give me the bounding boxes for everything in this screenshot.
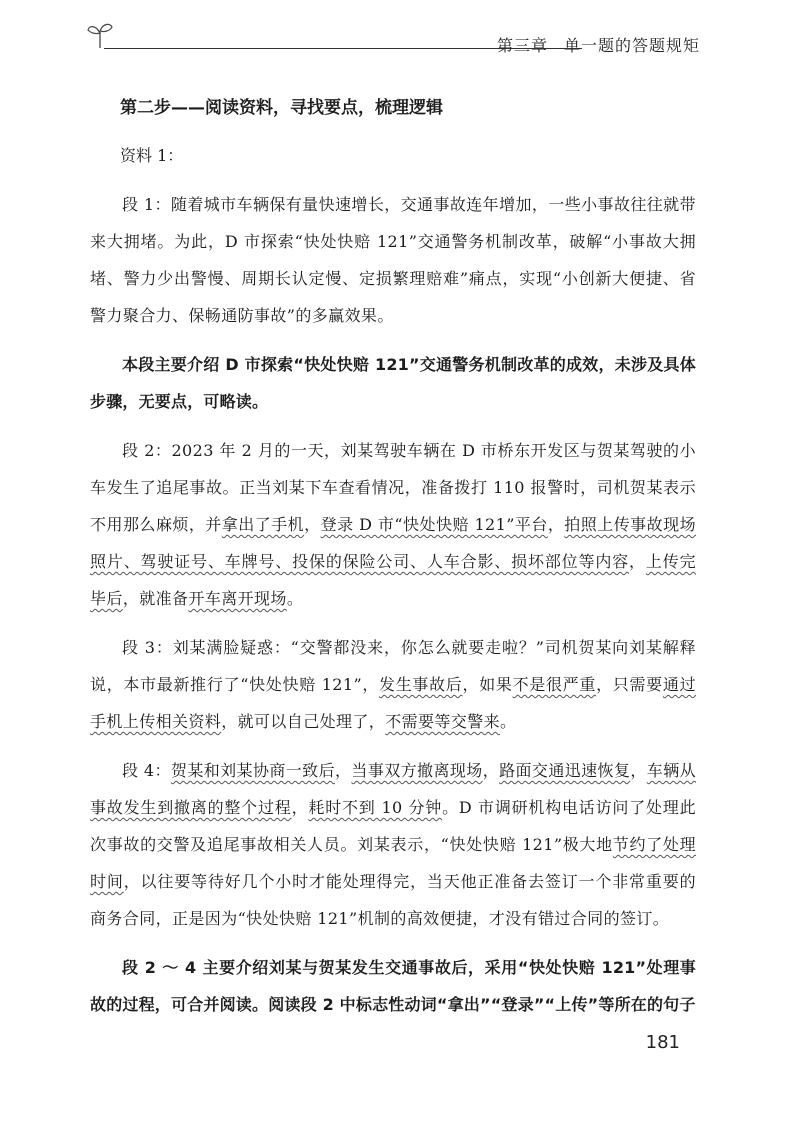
underlined-phrase: 拿出了手机 bbox=[221, 515, 305, 534]
paragraph-2-text: ，就准备 bbox=[122, 589, 189, 608]
underlined-phrase: 车辆从事故发生到撤离的整个过程 bbox=[90, 761, 697, 817]
note-2: 段 2 ～ 4 主要介绍刘某与贺某发生交通事故后，采用“快处快赔 121”处理事故的过程，可合并阅读。阅读段 2 中标志性动词“拿出”“登录”“上传”等所在的句子 bbox=[90, 958, 696, 1014]
note-1: 本段主要介绍 D 市探索“快处快赔 121”交通警务机制改革的成效，未涉及具体步骤，无要点，可略读。 bbox=[90, 355, 696, 411]
paragraph-1: 段 1：随着城市车辆保有量快速增长，交通事故连年增加，一些小事故往往就带来大拥堵。为此，D 市探索“快处快赔 121”交通警务机制改革，破解“小事故大拥堵、警力少出警慢、周期长认定慢、定损繁理赔难”痛点，实现“小创新大便捷、省警力聚合力、保畅通防事故”的多赢效果。 bbox=[90, 195, 696, 325]
underlined-phrase: 开车离开现场 bbox=[188, 589, 287, 608]
underlined-phrase: 耗时不到 10 分钟 bbox=[308, 798, 443, 817]
paragraph-2-text: ， bbox=[304, 515, 321, 534]
page-body bbox=[90, 92, 696, 1023]
underlined-phrase: 路面交通迅速恢复 bbox=[499, 761, 631, 780]
underlined-phrase: 通过手机上传相关资料 bbox=[90, 675, 696, 731]
paragraph-2-text: ， bbox=[547, 515, 565, 534]
page-number: 181 bbox=[645, 1032, 680, 1053]
paragraph-2-text: ， bbox=[629, 552, 646, 571]
step-heading: 第二步——阅读资料，寻找要点，梳理逻辑 bbox=[120, 98, 443, 118]
underlined-phrase: 当事双方撤离现场 bbox=[351, 761, 483, 780]
underlined-phrase: 拍照上传事故现场照片、驾驶证号、车牌号、投保的保险公司、人车合影、损坏部位等内容 bbox=[90, 515, 696, 571]
underlined-phrase: 登录 D 市“快处快赔 121”平台 bbox=[320, 515, 548, 534]
paragraph-4-text: ， bbox=[482, 761, 500, 780]
sprout-icon bbox=[86, 20, 114, 50]
paragraph-4-text: ， bbox=[335, 761, 352, 780]
paragraph-2-text: 段 2：2023 年 2 月的一天，刘某驾驶车辆在 D 市桥东开发区与贺某驾驶的小车发生了追尾事故。正当刘某下车查看情况，准备拨打 110 报警时，司机贺某表示不用那么麻烦，并 bbox=[90, 441, 696, 534]
paragraph-4-text: ，以往要等待好几个小时才能处理得完，当天他正准备去签订一个非常重要的商务合同，正是因为“快处快赔 121”机制的高效便捷，才没有错过合同的签订。 bbox=[90, 872, 696, 928]
underlined-phrase: 节约了处理时间 bbox=[90, 835, 696, 891]
paragraph-4-text: 段 4： bbox=[122, 761, 171, 780]
running-header bbox=[86, 20, 700, 56]
paragraph-4 bbox=[90, 752, 696, 937]
paragraph-3-text: 段 3：刘某满脸疑惑：“交警都没来，你怎么就要走啦？”司机贺某向刘某解释说，本市最新推行了“快处快赔 121”， bbox=[90, 638, 696, 694]
paragraph-2 bbox=[90, 432, 696, 617]
paragraph-3 bbox=[90, 629, 696, 740]
paragraph-2-text: 。 bbox=[286, 589, 304, 608]
paragraph-3-text: ，如果 bbox=[462, 675, 513, 694]
paragraph-3-text: ，只需要 bbox=[596, 675, 663, 694]
header-title bbox=[497, 33, 700, 56]
underlined-phrase: 上传完毕后 bbox=[90, 552, 696, 608]
chapter-label: 第三章 bbox=[496, 36, 548, 55]
underlined-phrase: 发生事故后 bbox=[379, 675, 463, 694]
paragraph-4-text: ， bbox=[291, 798, 309, 817]
paragraph-4-text: ， bbox=[630, 761, 647, 780]
underlined-phrase: 不是很严重 bbox=[512, 675, 597, 694]
paragraph-4-text: 。D 市调研机构电话访问了处理此次事故的交警及追尾事故相关人员。刘某表示，“快处快赔 121”极大地 bbox=[90, 798, 696, 854]
underlined-phrase: 贺某和刘某协商一致后 bbox=[170, 761, 335, 780]
paragraph-3-text: 。 bbox=[500, 712, 517, 731]
material-label: 资料 1： bbox=[120, 146, 184, 165]
chapter-title: 单一题的答题规矩 bbox=[563, 36, 700, 55]
paragraph-3-text: ，就可以自己处理了， bbox=[221, 712, 386, 731]
underlined-phrase: 不需要等交警来 bbox=[385, 712, 501, 731]
